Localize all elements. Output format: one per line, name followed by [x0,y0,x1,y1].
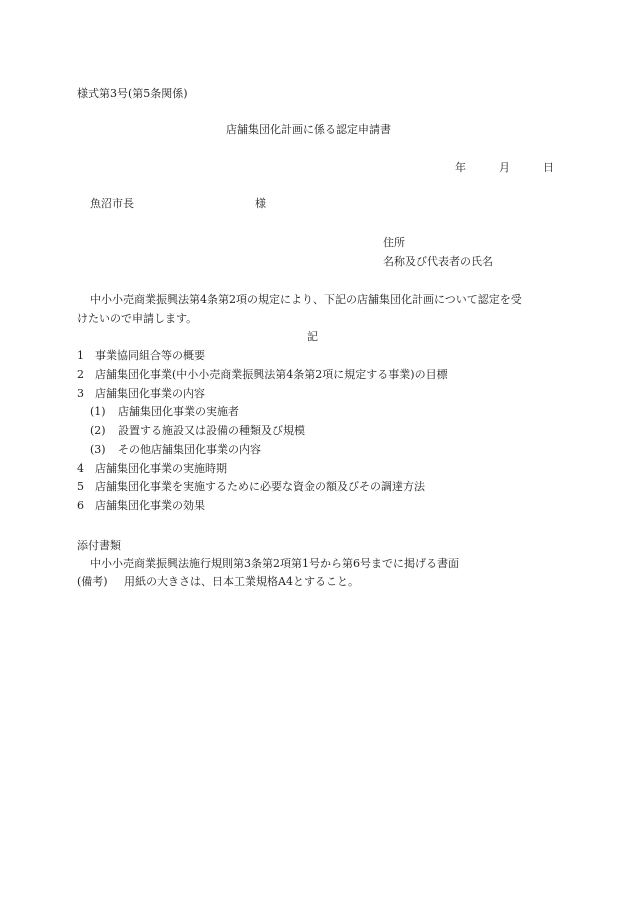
item-text: その他店舗集団化事業の内容 [118,443,261,456]
item-text: 設置する施設又は設備の種類及び規模 [118,424,305,437]
item-number: 2 [77,368,84,381]
item-number: 5 [77,480,84,493]
body-text-line-2: けたいので申請します。 [77,312,198,325]
item-text: 店舗集団化事業の実施時期 [95,462,227,475]
item-text: 店舗集団化事業を実施するために必要な資金の額及びその調達方法 [95,480,425,493]
date-line [455,162,554,173]
ki-heading: 記 [307,330,318,343]
date-day: 日 [543,161,554,174]
item-text: 店舗集団化事業の効果 [95,499,205,512]
form-number: 様式第3号(第5条関係) [77,87,188,100]
item-text: 店舗集団化事業の実施者 [118,405,239,418]
item-number: 4 [77,462,84,475]
date-month: 月 [499,161,510,174]
applicant-name-label: 名称及び代表者の氏名 [383,255,493,268]
item-number: 6 [77,499,84,512]
applicant-address-label: 住所 [383,236,405,249]
attachments-text: 中小小売商業振興法施行規則第3条第2項第1号から第6号までに掲げる書面 [90,557,459,570]
item-text: 事業協同組合等の概要 [95,349,205,362]
remarks-label: (備考) [77,575,108,588]
addressee-honorific: 様 [255,197,266,210]
addressee-name: 魚沼市長 [90,197,134,210]
item-number: (1) [90,405,106,418]
remarks-text: 用紙の大きさは、日本工業規格A4とすること。 [124,575,359,588]
attachments-heading: 添付書類 [77,539,121,552]
item-number: (2) [90,424,106,437]
body-text-line-1: 中小小売商業振興法第4条第2項の規定により、下記の店舗集団化計画について認定を受 [90,293,522,306]
date-year: 年 [455,161,466,174]
item-text: 店舗集団化事業(中小小売商業振興法第4条第2項に規定する事業)の目標 [95,368,448,381]
item-number: (3) [90,443,106,456]
item-number: 1 [77,349,84,362]
document-title: 店舗集団化計画に係る認定申請書 [226,123,391,136]
item-text: 店舗集団化事業の内容 [95,387,205,400]
item-number: 3 [77,387,84,400]
